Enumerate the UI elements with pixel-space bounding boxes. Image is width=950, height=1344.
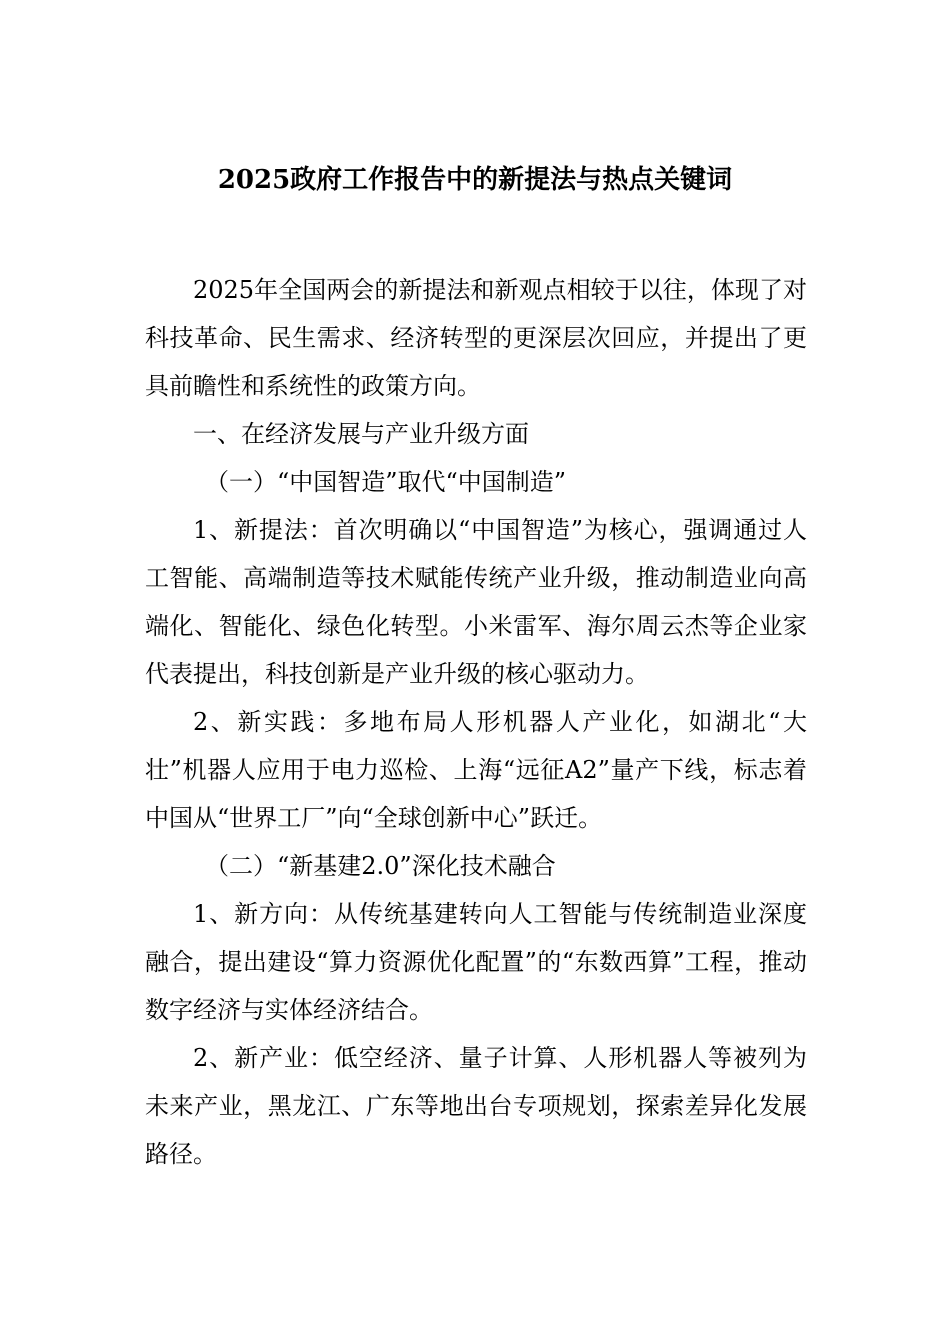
paragraph-1-1: 1、新提法：首次明确以“中国智造”为核心，强调通过人工智能、高端制造等技术赋能传统产业升级，推动制造业向高端化、智能化、绿色化转型。小米雷军、海尔周云杰等企业家代表提出，科技创新是产业升级的核心驱动力。 xyxy=(145,516,807,688)
paragraph-2-2: 2、新产业：低空经济、量子计算、人形机器人等被列为未来产业，黑龙江、广东等地出台专项规划，探索差异化发展路径。 xyxy=(145,1044,807,1168)
subsection-heading-1: （一）“中国智造”取代“中国制造” xyxy=(205,468,567,496)
subsection-heading-2: （二）“新基建2.0”深化技术融合 xyxy=(205,852,556,880)
section-heading-1: 一、在经济发展与产业升级方面 xyxy=(193,420,529,448)
document-body xyxy=(145,266,807,1178)
intro-paragraph: 2025年全国两会的新提法和新观点相较于以往，体现了对科技革命、民生需求、经济转型的更深层次回应，并提出了更具前瞻性和系统性的政策方向。 xyxy=(145,276,807,400)
document-title: 2025政府工作报告中的新提法与热点关键词 xyxy=(217,165,733,195)
paragraph-1-2: 2、新实践：多地布局人形机器人产业化，如湖北“大壮”机器人应用于电力巡检、上海“远征A2”量产下线，标志着中国从“世界工厂”向“全球创新中心”跃迁。 xyxy=(145,708,807,832)
paragraph-2-1: 1、新方向：从传统基建转向人工智能与传统制造业深度融合，提出建设“算力资源优化配置”的“东数西算”工程，推动数字经济与实体经济结合。 xyxy=(145,900,807,1024)
